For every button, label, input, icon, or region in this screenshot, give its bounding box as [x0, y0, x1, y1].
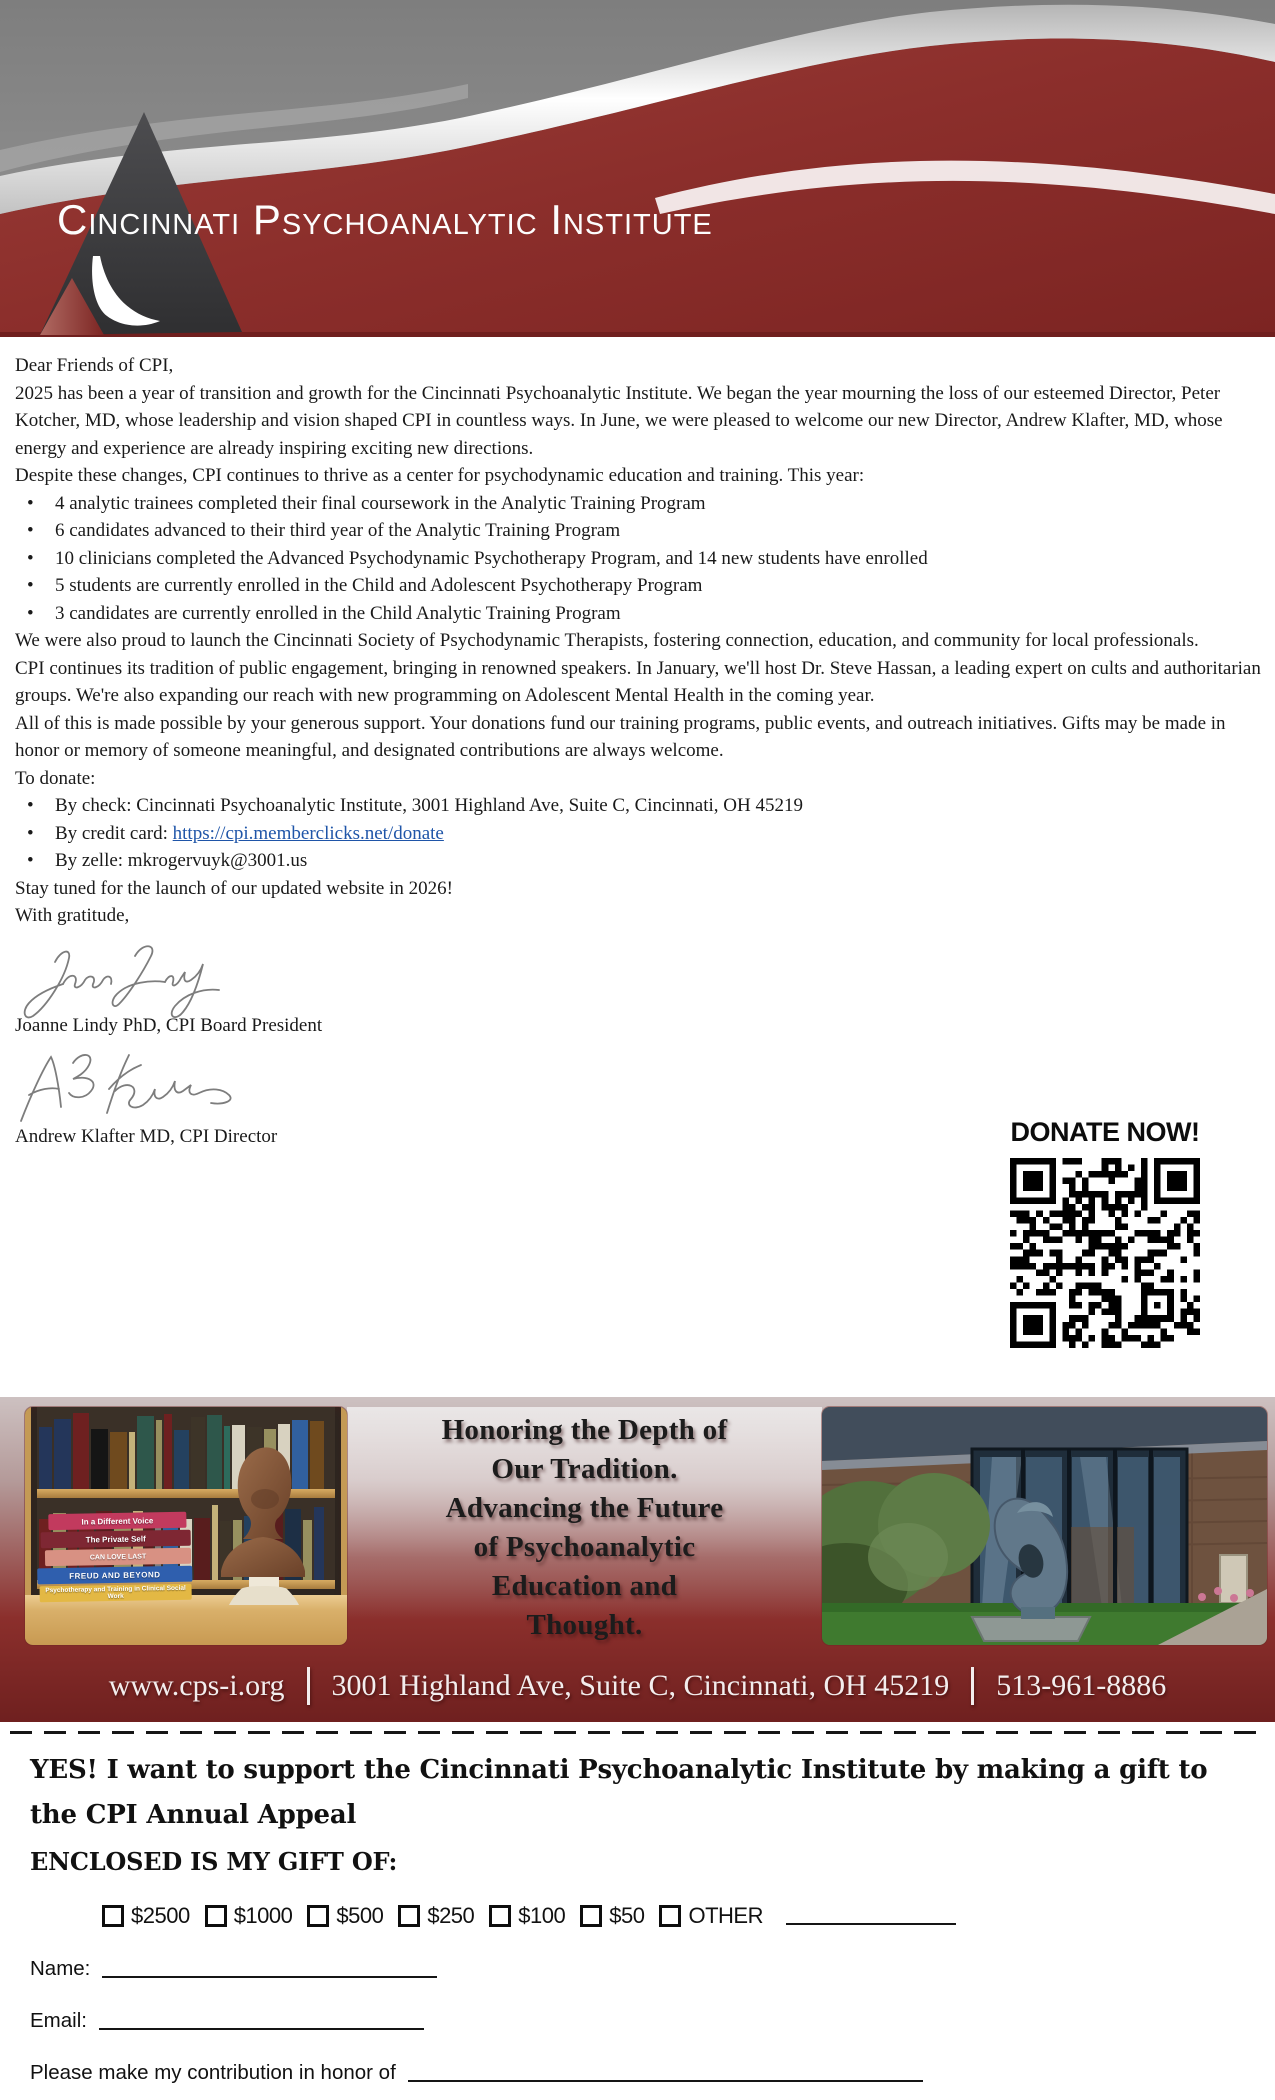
amount-option-250[interactable]: [398, 1903, 474, 1929]
book-spine-art: [164, 1414, 172, 1489]
gift-amount-options: [102, 1903, 1245, 1929]
honor-label: Please make my contribution in honor of: [30, 2061, 396, 2084]
freud-bust-photo: [25, 1407, 347, 1645]
book-spine: Psychotherapy and Training in Clinical Social Work: [40, 1584, 192, 1603]
donate-now-label: DONATE NOW!: [1010, 1117, 1200, 1147]
book-spine-art: [73, 1413, 89, 1489]
amount-checkbox[interactable]: [102, 1905, 124, 1927]
freud-bust: [205, 1425, 323, 1607]
tagline-line: Education and: [491, 1570, 678, 1602]
book-spine: CAN LOVE LAST: [45, 1548, 191, 1567]
book-spine-art: [110, 1432, 127, 1489]
letter-paragraph-year: 2025 has been a year of transition and growth for the Cincinnati Psychoanalytic Institute. We began the year mourning the loss of our esteemed Director, Peter Kotcher, MD, whose leadership and vision shaped CPI in countless ways. In June, we were pleased to welcome our new Director, Andrew Klafter, MD, whose energy and experience are already inspiring exciting new directions.: [15, 382, 1223, 459]
donate-link[interactable]: https://cpi.memberclicks.net/donate: [172, 822, 444, 844]
contact-bar: [0, 1650, 1275, 1722]
tagline-line: Advancing the Future: [445, 1492, 724, 1524]
donate-by-check: • By check: Cincinnati Psychoanalytic Institute, 3001 Highland Ave, Suite C, Cincinnati, OH 45219: [15, 792, 1261, 820]
form-headline-line1: YES! I want to support the Cincinnati Psychoanalytic Institute by making a gift to: [30, 1755, 1208, 1785]
letter-paragraph-society: We were also proud to launch the Cincinnati Society of Psychodynamic Therapists, fostering connection, education, and community for local professionals.: [15, 630, 1199, 651]
amount-label: OTHER: [688, 1903, 763, 1928]
amount-option-other[interactable]: [659, 1903, 763, 1929]
director-name: Andrew Klafter MD, CPI Director: [15, 1126, 278, 1147]
name-field[interactable]: [102, 1976, 437, 1979]
amount-label: $500: [336, 1903, 384, 1928]
book-spine-art: [91, 1429, 108, 1489]
program-stat-item: • 3 candidates are currently enrolled in the Child Analytic Training Program: [15, 600, 1261, 628]
email-field[interactable]: [99, 2028, 424, 2031]
book-stack: [34, 1510, 196, 1603]
name-row: [30, 1957, 1245, 1981]
gift-amount-heading: ENCLOSED IS MY GIFT OF:: [30, 1847, 398, 1876]
website-text: www.cps-i.org: [108, 1669, 285, 1702]
honor-row: [30, 2061, 1245, 2085]
book-spine-art: [137, 1416, 154, 1489]
book-spine-art: [54, 1419, 71, 1489]
amount-checkbox[interactable]: [307, 1905, 329, 1927]
email-row: [30, 2009, 1245, 2033]
donate-by-zelle: • By zelle: mkrogervuyk@3001.us: [15, 847, 1261, 875]
donate-card-prefix: By credit card:: [55, 822, 173, 844]
donate-now-block: [1007, 1119, 1203, 1356]
amount-label: $100: [518, 1903, 566, 1928]
letter-body: [0, 337, 1275, 1397]
tagline-line: Honoring the Depth of: [441, 1414, 728, 1446]
amount-option-2500[interactable]: [102, 1903, 190, 1929]
program-stats-list: [15, 490, 1261, 628]
stay-tuned-note: Stay tuned for the launch of our updated website in 2026!: [15, 877, 453, 899]
phone-text: 513-961-8886: [996, 1669, 1167, 1702]
amount-checkbox[interactable]: [205, 1905, 227, 1927]
book-spine-art: [39, 1427, 52, 1489]
book-spine: The Private Self: [41, 1530, 191, 1549]
amount-option-1000[interactable]: [205, 1903, 293, 1929]
letter-paragraph-engagement: CPI continues its tradition of public engagement, bringing in renowned speakers. In January, we'll host Dr. Steve Hassan, a leading expert on cults and authoritarian groups. We're also expanding our reach with new programming on Adolescent Mental Health in the coming year.: [15, 657, 1261, 706]
gift-form: [0, 1748, 1275, 2085]
amount-option-500[interactable]: [307, 1903, 383, 1929]
name-label: Name:: [30, 1957, 91, 1980]
book-spine-art: [174, 1430, 189, 1489]
tagline-line: Thought.: [526, 1609, 643, 1641]
book-spine: In a Different Voice: [48, 1512, 186, 1530]
banner-tagline: [347, 1407, 822, 1650]
amount-option-100[interactable]: [489, 1903, 565, 1929]
salutation: Dear Friends of CPI,: [15, 355, 174, 376]
header-banner: [0, 0, 1275, 337]
building-photo: [822, 1407, 1267, 1645]
amount-label: $50: [609, 1903, 645, 1928]
program-stat-item: • 10 clinicians completed the Advanced Psychodynamic Psychotherapy Program, and 14 new students have enrolled: [15, 545, 1261, 573]
book-spine-art: [191, 1417, 205, 1489]
amount-label: $1000: [233, 1903, 293, 1928]
amount-option-50[interactable]: [580, 1903, 644, 1929]
program-stat-item: • 6 candidates advanced to their third year of the Analytic Training Program: [15, 517, 1261, 545]
donate-qr-code: [1010, 1158, 1200, 1348]
divider-bar: [307, 1667, 310, 1705]
divider-bar: [971, 1667, 974, 1705]
tagline-line: Our Tradition.: [491, 1453, 678, 1485]
amount-checkbox[interactable]: [398, 1905, 420, 1927]
donate-by-card: [15, 820, 1261, 848]
program-stat-item: • 4 analytic trainees completed their final coursework in the Analytic Training Program: [15, 490, 1261, 518]
amount-label: $2500: [131, 1903, 190, 1928]
honor-field[interactable]: [408, 2080, 923, 2083]
donate-heading: To donate:: [15, 767, 96, 789]
letter-paragraph-despite: Despite these changes, CPI continues to thrive as a center for psychodynamic education and training. This year:: [15, 465, 865, 486]
amount-label: $250: [427, 1903, 475, 1928]
book-spine-art: [156, 1420, 162, 1489]
signature-andrew-klafter: [15, 1047, 247, 1135]
program-stat-item: • 5 students are currently enrolled in the Child and Adolescent Psychotherapy Program: [15, 572, 1261, 600]
tagline-line: of Psychoanalytic: [473, 1531, 696, 1563]
address-text: 3001 Highland Ave, Suite C, Cincinnati, OH 45219: [331, 1669, 950, 1702]
bottom-banner: [0, 1397, 1275, 1722]
amount-checkbox[interactable]: [580, 1905, 602, 1927]
banner-row: [0, 1397, 1275, 1650]
donate-options-list: [15, 792, 1261, 875]
other-amount-field[interactable]: [786, 1923, 956, 1926]
amount-checkbox[interactable]: [489, 1905, 511, 1927]
amount-checkbox[interactable]: [659, 1905, 681, 1927]
closing: With gratitude,: [15, 905, 130, 926]
letter-paragraph-support: All of this is made possible by your generous support. Your donations fund our training programs, public events, and outreach initiatives. Gifts may be made in honor or memory of someone meaningful, and designated contributions are always welcome.: [15, 712, 1226, 761]
form-headline-line2: the CPI Annual Appeal: [30, 1800, 357, 1830]
institute-title: Cincinnati Psychoanalytic Institute: [57, 196, 713, 243]
board-president-name: Joanne Lindy PhD, CPI Board President: [15, 1014, 323, 1036]
email-label: Email:: [30, 2009, 87, 2032]
book-spine-art: [129, 1432, 135, 1489]
book-spine: FREUD AND BEYOND: [37, 1566, 192, 1585]
tear-off-dashed-line: [10, 1731, 1265, 1734]
